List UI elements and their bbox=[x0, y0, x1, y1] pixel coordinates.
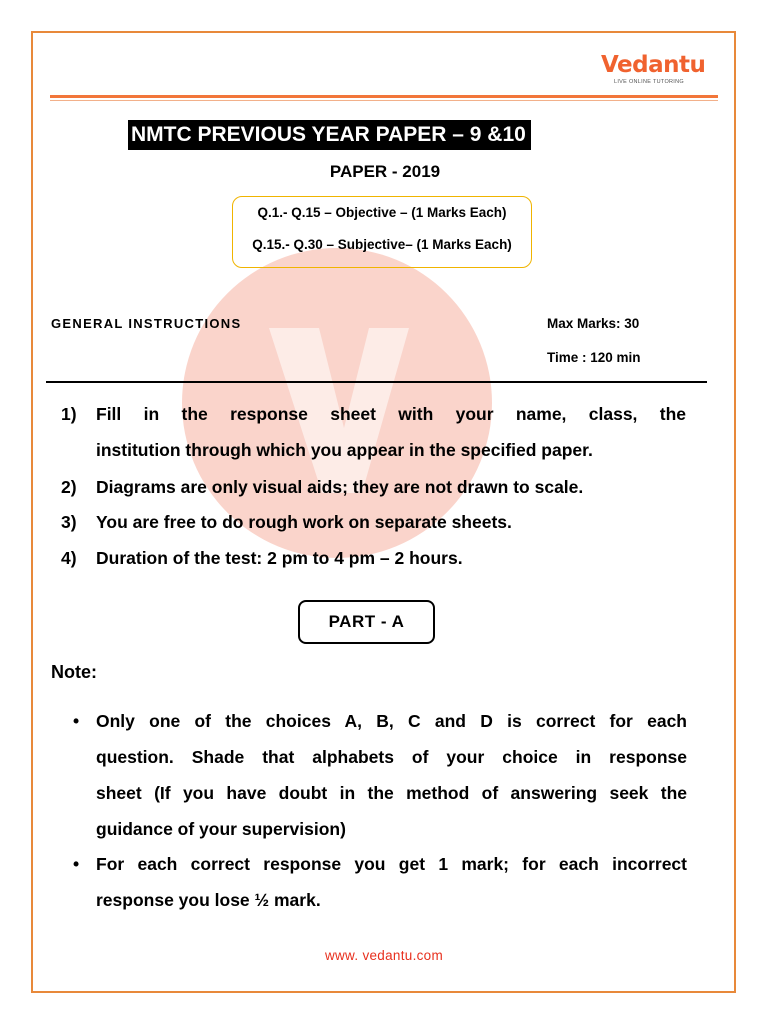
note-line: sheet (If you have doubt in the method of answering seek the bbox=[96, 783, 687, 803]
note-heading: Note: bbox=[51, 662, 97, 682]
bullet-dot-icon: • bbox=[73, 854, 80, 874]
time-limit: Time : 120 min bbox=[547, 350, 641, 365]
max-marks: Max Marks: 30 bbox=[547, 316, 640, 331]
paper-year: PAPER - 2019 bbox=[329, 162, 441, 181]
vedantu-logo[interactable] bbox=[601, 52, 706, 86]
bullet-dot-icon: • bbox=[73, 711, 80, 731]
instruction-line: You are free to do rough work on separate sheets. bbox=[96, 512, 512, 532]
note-line: Only one of the choices A, B, C and D is correct for each bbox=[96, 711, 687, 731]
note-bullet-text bbox=[96, 703, 687, 847]
logo-text: Vedantu bbox=[601, 52, 706, 78]
instruction-line: Fill in the response sheet with your name, class, the bbox=[96, 404, 686, 424]
part-a-label: PART - A bbox=[298, 600, 435, 644]
instruction-number: 4) bbox=[61, 548, 77, 568]
instruction-text bbox=[96, 469, 686, 505]
footer-website-link[interactable]: www. vedantu.com bbox=[324, 948, 444, 963]
note-line: question. Shade that alphabets of your choice in response bbox=[96, 747, 687, 767]
instruction-number: 2) bbox=[61, 477, 77, 497]
header-divider-thin bbox=[50, 100, 718, 101]
page-title: NMTC PREVIOUS YEAR PAPER – 9 &10 bbox=[128, 120, 531, 150]
instruction-text bbox=[96, 396, 686, 468]
instruction-number: 3) bbox=[61, 512, 77, 532]
instruction-item bbox=[61, 396, 687, 468]
question-info-objective: Q.1.- Q.15 – Objective – (1 Marks Each) bbox=[257, 205, 507, 220]
note-line: For each correct response you get 1 mark; for each incorrect bbox=[96, 854, 687, 874]
instruction-text bbox=[96, 504, 686, 540]
question-info-box bbox=[232, 196, 532, 268]
header-divider bbox=[50, 95, 718, 98]
section-divider bbox=[46, 381, 707, 383]
instruction-line: Duration of the test: 2 pm to 4 pm – 2 hours. bbox=[96, 548, 463, 568]
instruction-line: institution through which you appear in the specified paper. bbox=[96, 440, 593, 460]
note-line: guidance of your supervision) bbox=[96, 819, 346, 839]
general-instructions-heading: GENERAL INSTRUCTIONS bbox=[51, 316, 242, 331]
note-line: response you lose ½ mark. bbox=[96, 890, 321, 910]
note-bullet-text bbox=[96, 846, 687, 918]
instruction-line: Diagrams are only visual aids; they are not drawn to scale. bbox=[96, 477, 584, 497]
instruction-number: 1) bbox=[61, 404, 77, 424]
logo-tagline: LIVE ONLINE TUTORING bbox=[614, 79, 684, 85]
question-info-subjective: Q.15.- Q.30 – Subjective– (1 Marks Each) bbox=[252, 237, 512, 252]
instruction-text bbox=[96, 540, 686, 576]
